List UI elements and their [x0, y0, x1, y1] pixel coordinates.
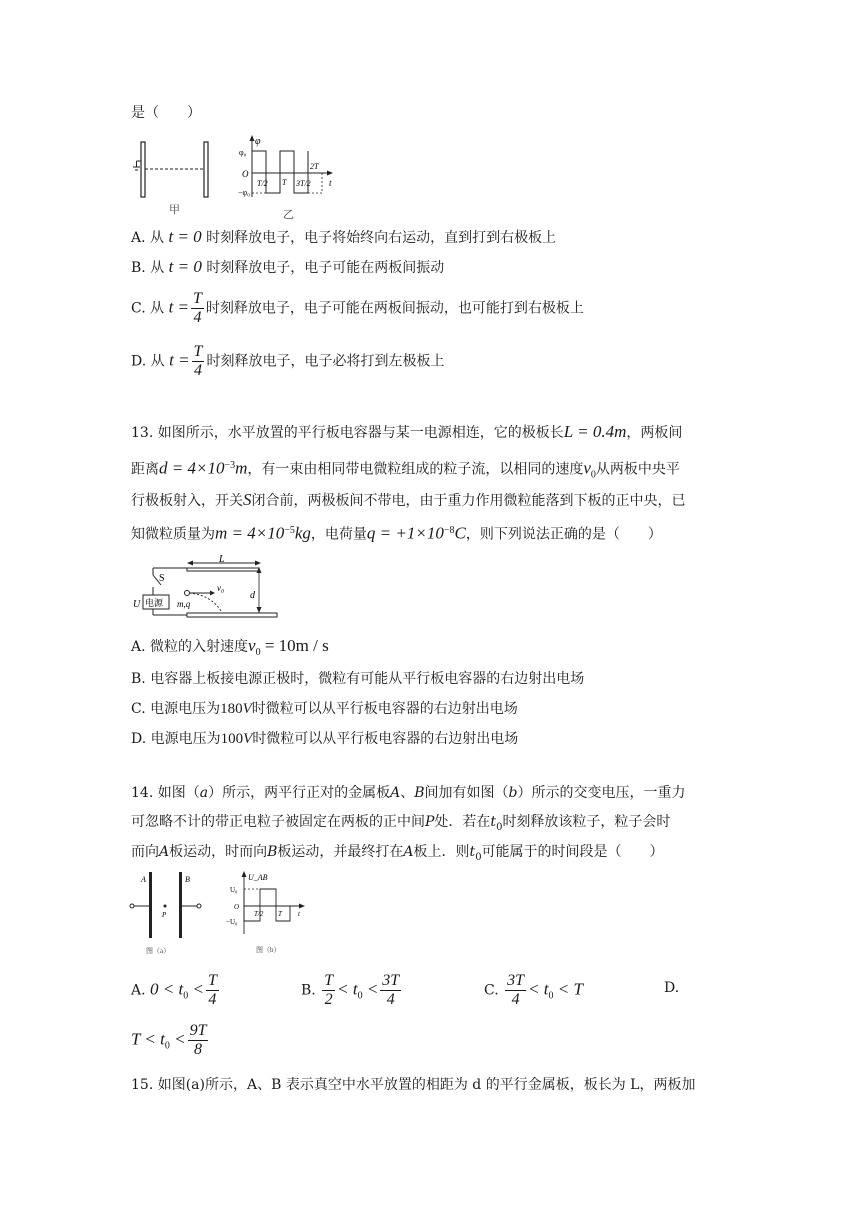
q12-figure-yi [238, 133, 338, 221]
q13-v0-label: v₀ [217, 583, 225, 593]
q13-stem-line-3: 行极板射入，开关S闭合前，两极板间不带电，由于重力作用微粒能落到下板的正中央，已 [131, 490, 686, 509]
q13-option-a: A. 微粒的入射速度$v_0 = 10m / s$ [131, 636, 329, 658]
q13-stem-line-1: 13. 如图所示，水平放置的平行板电容器与某一电源相连，它的极板长L = 0.4m，两板间 [131, 422, 683, 441]
q12-option-c: C. 从 t = $\frac{T}{4}$ 时刻释放电子，电子可能在两板间振动，也可能打到右极板上 [131, 290, 584, 326]
q14-A-label: A [141, 875, 146, 884]
q12-phi0-label: φ₀ [239, 148, 247, 157]
q13-stem-line-2: 距离$d = 4\times 10^{-3}m$，有一束由相同带电微粒组成的粒子流，以相同的速度$v_0$从两板中央平 [131, 458, 680, 481]
q14-option-a: A. $0 < t_0$ < $\frac{T}{4}$ [131, 972, 217, 1008]
q12-stem-end: 是（ ） [131, 105, 201, 121]
q14-option-b: B. $\frac{T}{2}$ < $t_0$ < $\frac{3T}{4}$ [301, 972, 400, 1008]
fraction: $\frac{T}{4}$ [193, 290, 202, 326]
q12-T-half-label: T/2 [257, 179, 268, 188]
q12-neg-phi0-label: −φ₀ [238, 188, 250, 197]
q12-2T-label: 2T [310, 162, 319, 171]
q12-3T-half-label: 3T/2 [296, 179, 311, 188]
q14-negU0-label: −U₀ [226, 918, 238, 926]
q14-stem-line-3: 而向A板运动，时而向B板运动，并最终打在A板上．则$t_0$可能属于的时间段是（ ） [131, 844, 664, 863]
q13-source-label: 电源 [145, 598, 164, 608]
q12-left-plate [141, 142, 145, 197]
q14-particle-P [164, 905, 167, 908]
q12-option-b: B. 从 t = 0 时刻释放电子，电子可能在两板间振动 [131, 257, 445, 276]
q13-option-b: B. 电容器上板接电源正极时，微粒有可能从平行板电容器的右边射出电场 [131, 671, 585, 687]
q14-O-label: O [234, 903, 240, 911]
q12-fig-jia-label: 甲 [169, 204, 180, 216]
q12-t-axis-label: t [329, 178, 332, 188]
q15-stem-line-1: 15. 如图(a)所示，A、B 表示真空中水平放置的相距为 d 的平行金属板，板长为 L，两板加 [131, 1077, 696, 1093]
q12-T-label: T [282, 178, 287, 187]
q14-P-label: P [162, 911, 167, 919]
q13-S-label: S [159, 573, 165, 584]
q13-option-c: C. 电源电压为180V时微粒可以从平行板电容器的右边射出电场 [131, 701, 518, 717]
q13-U-label: U [133, 599, 141, 610]
q13-bottom-plate [187, 613, 277, 617]
q14-fig-a-caption: 图（a） [146, 947, 171, 955]
q14-stem-line-2: 可忽略不计的带正电粒子被固定在两板的正中间P处．若在$t_0$时刻释放该粒子，粒子会时 [131, 814, 671, 833]
q14-figure-a [128, 870, 208, 960]
q14-U0-label: U₀ [230, 886, 238, 894]
fraction: $\frac{T}{4}$ [193, 343, 203, 379]
q12-option-a: A. 从 t = 0 时刻释放电子，电子将始终向右运动，直到打到右极板上 [131, 227, 557, 246]
q12-option-d: D. 从 t = $\frac{T}{4}$ 时刻释放电子，电子必将打到左极板上 [131, 343, 445, 379]
q14-T-label: T [278, 910, 282, 918]
q13-stem-line-4: 知微粒质量为$m = 4\times 10^{-5}kg$，电荷量$q = +1\times 10^{-8}C$，则下列说法正确的是（ ） [131, 523, 662, 543]
q14-plate-B [179, 872, 182, 938]
q14-t-label: t [298, 910, 300, 918]
q12-figure-jia [131, 137, 221, 217]
q13-trajectory [189, 593, 221, 611]
q14-figure-b [226, 868, 312, 960]
q13-option-d: D. 电源电压为100V时微粒可以从平行板电容器的右边射出电场 [131, 731, 519, 747]
q13-mq-label: m,q [177, 599, 191, 609]
q14-option-d: $T < t_0$ < $\frac{9T}{8}$ [131, 1022, 207, 1058]
q14-option-d-label: D. [664, 980, 680, 996]
q14-T-half-label: T/2 [254, 910, 264, 918]
q14-B-label: B [185, 875, 190, 884]
q14-wave-positive [260, 889, 290, 921]
q13-top-plate [187, 568, 259, 571]
q14-UAB-label: U_AB [248, 873, 268, 882]
q13-particle [185, 591, 190, 596]
q12-right-plate [204, 142, 208, 197]
q13-capacitor-figure [131, 553, 281, 623]
q12-origin-label: O [242, 169, 249, 179]
q14-fig-b-caption: 图（b） [256, 946, 281, 954]
q13-d-label: d [250, 590, 255, 601]
q14-stem-line-1: 14. 如图（a）所示，两平行正对的金属板A、B间加有如图（b）所示的交变电压，一重力 [131, 785, 686, 801]
q14-plate-A [149, 872, 152, 938]
q13-L-label: L [219, 554, 225, 565]
q12-fig-yi-label: 乙 [283, 209, 294, 221]
q12-phi-label: φ [255, 136, 261, 147]
q14-option-c: C. $\frac{3T}{4}$ < $t_0 < T$ [484, 972, 583, 1008]
